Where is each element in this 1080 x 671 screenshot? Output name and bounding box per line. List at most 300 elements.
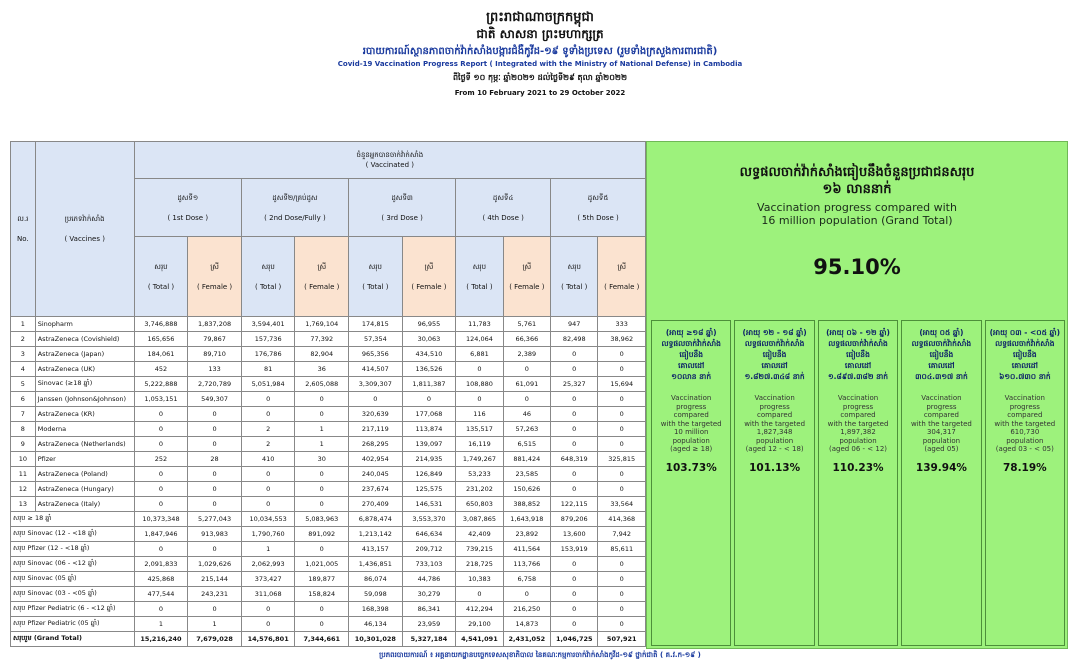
- table-cell: 402,954: [349, 452, 403, 467]
- table-cell: 311,068: [241, 587, 295, 602]
- table-cell: 108,880: [456, 377, 503, 392]
- table-cell: 0: [456, 362, 503, 377]
- table-cell: 14,576,801: [241, 632, 295, 647]
- table-cell: 61,091: [503, 377, 550, 392]
- table-cell: 0: [134, 407, 188, 422]
- table-cell: 36: [295, 362, 349, 377]
- age-group-box: [734, 320, 814, 646]
- table-cell: 168,398: [349, 602, 403, 617]
- table-cell: 0: [598, 392, 646, 407]
- table-cell: 16,119: [456, 437, 503, 452]
- table-cell: 15,216,240: [134, 632, 188, 647]
- age-group-box: [901, 320, 981, 646]
- table-cell: 0: [134, 497, 188, 512]
- table-cell: 85,611: [598, 542, 646, 557]
- table-cell: 413,157: [349, 542, 403, 557]
- table-cell: 23,892: [503, 527, 550, 542]
- total-label: សរុប Sinovac (05 ឆ្នាំ): [11, 572, 135, 587]
- table-cell: 0: [188, 437, 242, 452]
- table-cell: 388,852: [503, 497, 550, 512]
- table-cell: 0: [551, 422, 598, 437]
- vaccine-name: AstraZeneca (Hungary): [35, 482, 134, 497]
- table-row: [11, 317, 646, 332]
- table-cell: 176,786: [241, 347, 295, 362]
- table-cell: 1,643,918: [503, 512, 550, 527]
- total-label: សរុប Pfizer Pediatric (6 - <12 ឆ្នាំ): [11, 602, 135, 617]
- dose-header-4: ដូសទី៤ ( 4th Dose ): [456, 179, 551, 237]
- table-row: [11, 392, 646, 407]
- row-number: 9: [11, 437, 36, 452]
- table-cell: 0: [241, 482, 295, 497]
- table-cell: 1,021,005: [295, 557, 349, 572]
- total-label: សរុប ≥ 18 ឆ្នាំ: [11, 512, 135, 527]
- table-cell: 6,881: [456, 347, 503, 362]
- table-cell: 650,803: [456, 497, 503, 512]
- table-cell: 82,498: [551, 332, 598, 347]
- table-cell: 1,213,142: [349, 527, 403, 542]
- table-cell: 0: [551, 407, 598, 422]
- table-cell: 325,815: [598, 452, 646, 467]
- table-cell: 5,761: [503, 317, 550, 332]
- table-cell: 189,877: [295, 572, 349, 587]
- vaccine-name: AstraZeneca (UK): [35, 362, 134, 377]
- vaccine-name: AstraZeneca (Italy): [35, 497, 134, 512]
- table-cell: 0: [188, 422, 242, 437]
- vaccine-name: AstraZeneca (Netherlands): [35, 437, 134, 452]
- row-number: 8: [11, 422, 36, 437]
- box-kh-text: (អាយុ ០៦ - ១២ ឆ្នាំ) លទ្ធផលចាក់វ៉ាក់សាំង ធៀបនឹង គោលដៅ ១.៨៩៧.៣៨២ នាក់: [826, 328, 890, 381]
- table-cell: 1: [295, 422, 349, 437]
- table-cell: 217,119: [349, 422, 403, 437]
- table-cell: 3,746,888: [134, 317, 188, 332]
- vaccine-name: Sinovac (≥18 ឆ្នាំ): [35, 377, 134, 392]
- table-cell: 2: [241, 422, 295, 437]
- table-cell: 0: [598, 467, 646, 482]
- table-cell: 0: [598, 362, 646, 377]
- table-cell: 139,097: [402, 437, 456, 452]
- table-cell: 126,849: [402, 467, 456, 482]
- table-cell: 0: [503, 362, 550, 377]
- vaccine-name: Janssen (Johnson&Johnson): [35, 392, 134, 407]
- table-cell: 1,790,760: [241, 527, 295, 542]
- total-label: សរុប Sinovac (06 - <12 ឆ្នាំ): [11, 557, 135, 572]
- table-cell: 2,605,088: [295, 377, 349, 392]
- table-cell: 29,100: [456, 617, 503, 632]
- table-row: [11, 497, 646, 512]
- table-cell: 215,144: [188, 572, 242, 587]
- table-cell: 0: [188, 467, 242, 482]
- table-row: [11, 362, 646, 377]
- table-cell: 150,626: [503, 482, 550, 497]
- total-row: [11, 542, 646, 557]
- table-cell: 0: [503, 587, 550, 602]
- table-cell: 1,837,208: [188, 317, 242, 332]
- table-cell: 7,679,028: [188, 632, 242, 647]
- table-cell: 231,202: [456, 482, 503, 497]
- table-cell: 44,786: [402, 572, 456, 587]
- table-row: [11, 482, 646, 497]
- table-cell: 0: [551, 482, 598, 497]
- dose-header-3: ដូសទី៣ ( 3rd Dose ): [349, 179, 456, 237]
- col-no-header: ល.រ No.: [11, 142, 36, 317]
- table-cell: 0: [503, 392, 550, 407]
- table-cell: 0: [241, 497, 295, 512]
- total-subheader: សរុប ( Total ): [456, 237, 503, 317]
- table-cell: 881,424: [503, 452, 550, 467]
- table-cell: 28: [188, 452, 242, 467]
- vaccine-name: AstraZeneca (KR): [35, 407, 134, 422]
- vaccination-table: [10, 141, 646, 647]
- report-header: [0, 0, 1080, 98]
- table-row: [11, 452, 646, 467]
- table-cell: 57,354: [349, 332, 403, 347]
- motto: ជាតិ សាសនា ព្រះមហាក្សត្រ: [476, 27, 604, 41]
- age-group-box: [651, 320, 731, 646]
- table-cell: 412,294: [456, 602, 503, 617]
- table-cell: 0: [295, 482, 349, 497]
- total-subheader: សរុប ( Total ): [349, 237, 403, 317]
- table-cell: 0: [402, 392, 456, 407]
- vaccine-name: Sinopharm: [35, 317, 134, 332]
- table-cell: 1,769,104: [295, 317, 349, 332]
- table-cell: 0: [134, 422, 188, 437]
- table-cell: 15,694: [598, 377, 646, 392]
- vaccinated-header: ចំនួនអ្នកបានចាក់វ៉ាក់សាំង ( Vaccinated ): [134, 142, 645, 179]
- table-cell: 113,766: [503, 557, 550, 572]
- table-cell: 0: [295, 392, 349, 407]
- table-cell: 243,231: [188, 587, 242, 602]
- box-percent: 139.94%: [915, 461, 967, 474]
- total-row: [11, 557, 646, 572]
- table-cell: 5,051,984: [241, 377, 295, 392]
- vaccine-name: AstraZeneca (Japan): [35, 347, 134, 362]
- age-group-box: [985, 320, 1065, 646]
- table-cell: 0: [598, 587, 646, 602]
- table-cell: 879,206: [551, 512, 598, 527]
- table-cell: 0: [241, 602, 295, 617]
- table-cell: 0: [134, 467, 188, 482]
- table-cell: 965,356: [349, 347, 403, 362]
- table-cell: 1: [134, 617, 188, 632]
- table-cell: 38,962: [598, 332, 646, 347]
- box-en-text: Vaccination progress compared with the targeted 304,317 population (aged 05): [911, 394, 972, 453]
- table-cell: 2: [241, 437, 295, 452]
- box-kh-text: (អាយុ ≥១៨ ឆ្នាំ) លទ្ធផលចាក់វ៉ាក់សាំង ធៀបនឹង គោលដៅ ១០លាន នាក់: [661, 328, 721, 381]
- table-cell: 0: [188, 542, 242, 557]
- table-cell: 739,215: [456, 542, 503, 557]
- table-cell: 0: [551, 587, 598, 602]
- row-number: 12: [11, 482, 36, 497]
- table-cell: 0: [134, 602, 188, 617]
- table-cell: 6,878,474: [349, 512, 403, 527]
- table-cell: 411,564: [503, 542, 550, 557]
- table-cell: 89,710: [188, 347, 242, 362]
- table-cell: 96,955: [402, 317, 456, 332]
- table-cell: 184,061: [134, 347, 188, 362]
- table-cell: 30,063: [402, 332, 456, 347]
- table-cell: 59,098: [349, 587, 403, 602]
- table-cell: 6,515: [503, 437, 550, 452]
- box-kh-text: (អាយុ ០៥ ឆ្នាំ) លទ្ធផលចាក់វ៉ាក់សាំង ធៀបនឹង គោលដៅ ៣០៤.៣១៧ នាក់: [911, 328, 972, 381]
- table-cell: 5,083,963: [295, 512, 349, 527]
- row-number: 1: [11, 317, 36, 332]
- table-cell: 113,874: [402, 422, 456, 437]
- table-cell: 23,585: [503, 467, 550, 482]
- female-subheader: ស្រី ( Female ): [295, 237, 349, 317]
- vaccine-name: AstraZeneca (Poland): [35, 467, 134, 482]
- table-cell: 5,277,043: [188, 512, 242, 527]
- table-row: [11, 407, 646, 422]
- table-cell: 1: [188, 617, 242, 632]
- summary-title-en: Vaccination progress compared with 16 million population (Grand Total): [757, 201, 957, 227]
- table-cell: 7,942: [598, 527, 646, 542]
- box-percent: 103.73%: [665, 461, 717, 474]
- table-cell: 122,115: [551, 497, 598, 512]
- vaccine-name: Moderna: [35, 422, 134, 437]
- table-cell: 25,327: [551, 377, 598, 392]
- total-row: [11, 587, 646, 602]
- age-group-box: [818, 320, 898, 646]
- table-cell: 157,736: [241, 332, 295, 347]
- table-cell: 1,029,626: [188, 557, 242, 572]
- total-subheader: សរុប ( Total ): [134, 237, 188, 317]
- table-cell: 0: [551, 362, 598, 377]
- table-cell: 270,409: [349, 497, 403, 512]
- table-cell: 3,594,401: [241, 317, 295, 332]
- summary-title-kh: លទ្ធផលចាក់វ៉ាក់សាំងធៀបនឹងចំនួនប្រជាជនសរុប ១៦ លាននាក់: [739, 165, 975, 197]
- table-cell: 0: [241, 617, 295, 632]
- table-cell: 0: [295, 497, 349, 512]
- table-cell: 214,935: [402, 452, 456, 467]
- table-cell: 0: [598, 407, 646, 422]
- table-cell: 133: [188, 362, 242, 377]
- total-label: សរុប Pfizer Pediatric (05 ឆ្នាំ): [11, 617, 135, 632]
- table-cell: 0: [551, 617, 598, 632]
- table-cell: 0: [349, 392, 403, 407]
- table-cell: 2,389: [503, 347, 550, 362]
- table-cell: 0: [551, 347, 598, 362]
- table-cell: 549,307: [188, 392, 242, 407]
- total-label: សរុប Sinovac (03 - <05 ឆ្នាំ): [11, 587, 135, 602]
- table-cell: 77,392: [295, 332, 349, 347]
- box-en-text: Vaccination progress compared with the targeted 1,897,382 population (aged 06 - < 12): [827, 394, 889, 453]
- table-cell: 1: [295, 437, 349, 452]
- table-cell: 0: [188, 497, 242, 512]
- female-subheader: ស្រី ( Female ): [188, 237, 242, 317]
- table-cell: 452: [134, 362, 188, 377]
- table-cell: 0: [598, 557, 646, 572]
- table-cell: 507,921: [598, 632, 646, 647]
- female-subheader: ស្រី ( Female ): [598, 237, 646, 317]
- table-cell: 125,575: [402, 482, 456, 497]
- row-number: 7: [11, 407, 36, 422]
- row-number: 2: [11, 332, 36, 347]
- box-kh-text: (អាយុ ១២ - ១៨ ឆ្នាំ) លទ្ធផលចាក់វ៉ាក់សាំង ធៀបនឹង គោលដៅ ១.៨២៧.៣៤៨ នាក់: [742, 328, 807, 381]
- table-cell: 57,263: [503, 422, 550, 437]
- table-cell: 1: [241, 542, 295, 557]
- table-cell: 10,301,028: [349, 632, 403, 647]
- table-row: [11, 467, 646, 482]
- table-row: [11, 332, 646, 347]
- table-cell: 209,712: [402, 542, 456, 557]
- table-cell: 0: [295, 467, 349, 482]
- table-cell: 0: [134, 482, 188, 497]
- table-cell: 216,250: [503, 602, 550, 617]
- row-number: 4: [11, 362, 36, 377]
- table-cell: 66,366: [503, 332, 550, 347]
- table-cell: 10,383: [456, 572, 503, 587]
- table-cell: 0: [134, 437, 188, 452]
- report-title-kh: របាយការណ៍ស្ថានភាពចាក់វ៉ាក់សាំងបង្ការជំងឺកូវីដ-១៩ ទូទាំងប្រទេស (រួមទាំងក្រសួងការពារជាតិ): [362, 46, 718, 57]
- table-cell: 646,634: [402, 527, 456, 542]
- box-en-text: Vaccination progress compared with the targeted 10 million population (aged ≥ 18): [660, 394, 722, 453]
- table-cell: 1,046,725: [551, 632, 598, 647]
- table-cell: 135,517: [456, 422, 503, 437]
- female-subheader: ស្រី ( Female ): [402, 237, 456, 317]
- table-cell: 10,373,348: [134, 512, 188, 527]
- report-title-en: Covid-19 Vaccination Progress Report ( Integrated with the Ministry of National Defense) in Cambodia: [337, 60, 743, 68]
- table-cell: 1,436,851: [349, 557, 403, 572]
- table-cell: 3,553,370: [402, 512, 456, 527]
- table-cell: 165,656: [134, 332, 188, 347]
- box-percent: 78.19%: [1002, 461, 1047, 474]
- total-label: សរុប Pfizer (12 - <18 ឆ្នាំ): [11, 542, 135, 557]
- table-row: [11, 377, 646, 392]
- table-cell: 53,233: [456, 467, 503, 482]
- table-cell: 6,758: [503, 572, 550, 587]
- total-row: [11, 572, 646, 587]
- table-cell: 5,327,184: [402, 632, 456, 647]
- table-cell: 7,344,661: [295, 632, 349, 647]
- row-number: 6: [11, 392, 36, 407]
- table-cell: 414,507: [349, 362, 403, 377]
- table-cell: 11,783: [456, 317, 503, 332]
- col-vaccine-header: ប្រភេទវ៉ាក់សាំង ( Vaccines ): [35, 142, 134, 317]
- table-cell: 252: [134, 452, 188, 467]
- table-cell: 373,427: [241, 572, 295, 587]
- total-row: [11, 512, 646, 527]
- table-row: [11, 422, 646, 437]
- table-cell: 30,279: [402, 587, 456, 602]
- table-cell: 648,319: [551, 452, 598, 467]
- table-cell: 158,824: [295, 587, 349, 602]
- table-cell: 153,919: [551, 542, 598, 557]
- total-row: [11, 602, 646, 617]
- table-cell: 1,053,151: [134, 392, 188, 407]
- total-subheader: សរុប ( Total ): [241, 237, 295, 317]
- dose-header-2: ដូសទី២/គ្រប់ដូស ( 2nd Dose/Fully ): [241, 179, 348, 237]
- table-cell: 0: [598, 572, 646, 587]
- table-cell: 891,092: [295, 527, 349, 542]
- table-cell: 2,720,789: [188, 377, 242, 392]
- table-cell: 1,749,267: [456, 452, 503, 467]
- female-subheader: ស្រី ( Female ): [503, 237, 550, 317]
- total-row: [11, 632, 646, 647]
- table-cell: 477,544: [134, 587, 188, 602]
- table-cell: 733,103: [402, 557, 456, 572]
- table-row: [11, 347, 646, 362]
- table-cell: 124,064: [456, 332, 503, 347]
- table-cell: 434,510: [402, 347, 456, 362]
- total-label: សរុបរួម (Grand Total): [11, 632, 135, 647]
- table-cell: 46: [503, 407, 550, 422]
- row-number: 11: [11, 467, 36, 482]
- table-cell: 0: [188, 602, 242, 617]
- vaccine-name: Pfizer: [35, 452, 134, 467]
- table-cell: 0: [295, 617, 349, 632]
- table-cell: 0: [598, 437, 646, 452]
- table-cell: 116: [456, 407, 503, 422]
- row-number: 3: [11, 347, 36, 362]
- dose-header-5: ដូសទី៥ ( 5th Dose ): [551, 179, 646, 237]
- table-cell: 0: [241, 407, 295, 422]
- table-cell: 333: [598, 317, 646, 332]
- date-range-kh: ពីថ្ងៃទី ១០ កុម្ភៈ ឆ្នាំ២០២១ ដល់ថ្ងៃទី២៩ តុលា ឆ្នាំ២០២២: [452, 73, 628, 82]
- table-cell: 268,295: [349, 437, 403, 452]
- table-cell: 0: [598, 602, 646, 617]
- table-cell: 42,409: [456, 527, 503, 542]
- table-cell: 0: [551, 437, 598, 452]
- table-cell: 0: [551, 467, 598, 482]
- table-cell: 136,526: [402, 362, 456, 377]
- table-cell: 46,134: [349, 617, 403, 632]
- table-cell: 10,034,553: [241, 512, 295, 527]
- table-cell: 0: [598, 482, 646, 497]
- table-cell: 3,087,865: [456, 512, 503, 527]
- table-cell: 30: [295, 452, 349, 467]
- age-group-boxes: [651, 320, 1065, 646]
- table-cell: 0: [295, 542, 349, 557]
- table-cell: 86,074: [349, 572, 403, 587]
- row-number: 13: [11, 497, 36, 512]
- table-cell: 0: [241, 392, 295, 407]
- row-number: 5: [11, 377, 36, 392]
- table-cell: 174,815: [349, 317, 403, 332]
- table-cell: 33,564: [598, 497, 646, 512]
- table-cell: 0: [188, 407, 242, 422]
- total-row: [11, 527, 646, 542]
- box-kh-text: (អាយុ ០៣ - <០៥ ឆ្នាំ) លទ្ធផលចាក់វ៉ាក់សាំង ធៀបនឹង គោលដៅ ៦១០.៧៣០ នាក់: [989, 328, 1061, 381]
- table-cell: 0: [551, 392, 598, 407]
- grand-total-percent: 95.10%: [813, 255, 901, 279]
- dose-header-1: ដូសទី១ ( 1st Dose ): [134, 179, 241, 237]
- table-cell: 5,222,888: [134, 377, 188, 392]
- table-cell: 414,368: [598, 512, 646, 527]
- date-range-en: From 10 February 2021 to 29 October 2022: [454, 89, 626, 97]
- table-cell: 237,674: [349, 482, 403, 497]
- table-cell: 240,045: [349, 467, 403, 482]
- box-en-text: Vaccination progress compared with the targeted 610,730 population (aged 03 - < 05): [994, 394, 1056, 453]
- table-cell: 2,062,993: [241, 557, 295, 572]
- table-cell: 82,904: [295, 347, 349, 362]
- total-row: [11, 617, 646, 632]
- kingdom-title: ព្រះរាជាណាចក្រកម្ពុជា: [486, 10, 594, 25]
- table-cell: 947: [551, 317, 598, 332]
- table-cell: 0: [598, 617, 646, 632]
- table-cell: 79,867: [188, 332, 242, 347]
- table-cell: 0: [551, 602, 598, 617]
- table-cell: 425,868: [134, 572, 188, 587]
- table-cell: 81: [241, 362, 295, 377]
- table-cell: 1,811,387: [402, 377, 456, 392]
- table-cell: 0: [598, 422, 646, 437]
- box-en-text: Vaccination progress compared with the targeted 1,827,348 population (aged 12 - < 18): [744, 394, 806, 453]
- summary-panel: [646, 141, 1068, 649]
- table-cell: 146,531: [402, 497, 456, 512]
- vaccine-name: AstraZeneca (Covishield): [35, 332, 134, 347]
- table-cell: 913,983: [188, 527, 242, 542]
- table-cell: 0: [551, 572, 598, 587]
